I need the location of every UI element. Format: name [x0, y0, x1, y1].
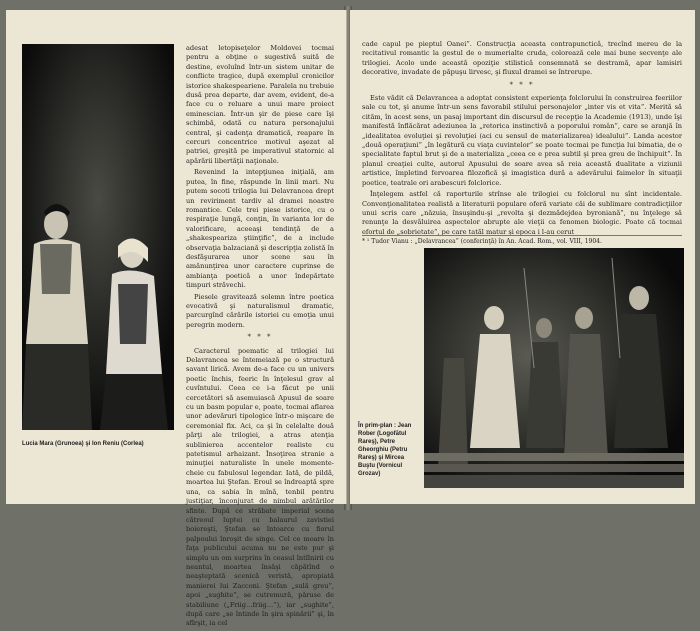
right-photo-image	[424, 248, 684, 488]
right-page	[350, 10, 695, 504]
section-separator-right: * * *	[509, 80, 535, 89]
right-top-paragraph: cade capul pe pieptul Oanei”. Construcţia aceasta contrapunctică, trecînd mereu de la recitativul romantic la gestul de o mumerialte cruda, colorează cele mai bune secvenţe ale trilogiei. Acolo unde această opoziţie stilistică consemnată se destramă, apar lamisiri decorative, invadate de păpuşu lirvesc, şi fluxul dramei se întrerupe.	[362, 40, 682, 77]
left-paragraph: adesat letopiseţelor Moldovei tocmai pentru a obţine o sugestivă suită de destine, evoluînd într-un sistem unitar de conflicte tragice, după exemplul cronicilor istorice shakespeariene. Paralela nu trebuie dusă prea departe, dar avem, evident, de-a face cu o reluare a unui mare proiect eminescian. Într-un şir de piese care îşi schimbă, odată cu natura personajului central, şi cadenţa dramatică, reapare în cercuri concentrice motivul aşezat al patriei, greşită pe imperativul statornic al apărării libertăţii naţionale.	[186, 44, 334, 165]
right-photo	[424, 248, 684, 488]
left-page	[6, 10, 347, 628]
left-photo-caption: Lucia Mara (Grunoea) şi Ion Reniu (Corlea)	[22, 441, 144, 447]
left-paragraph: Revenind la intepţiunea iniţială, am putea, în fine, răspunde în linii mari. Nu putem socoti trilogia lui Delavrancea drept un reviriment tardiv al dramei noastre romantice. Cele trei piese istorice, cu o respiraţie lungă, conţin, în varianta lor de valorificare, aceeaşi tendinţă de a „shakespeariza ştiinţific”, de a include observaţia balzaciană şi descripţia zolistă în desfăşurarea unor scene sau în amănunţirea unor caractere cuprinse de ambianţa poetică a unor îndepărtate timpuri străvechi.	[186, 168, 334, 290]
left-text-column	[186, 44, 334, 631]
right-paragraph: Înţelegem astfel că raporturile strînse ale trilogiei cu folclorul nu sînt incidentale. Convenţionalitatea realistă a literaturii populare oferă variate căi de sublimare contradicţiilor unui scris care „năzuia, însuşindu-şi „revolta şi dezmădejdea byroniană”, nu înţelege să renunţe la desvăluirea aspectelor abrupte ale vieţii ca fenomen biologic. Poate că tocmai efortul de „sobrietate”, pe care tatăl matur şi epoca i l-au cerut	[362, 190, 682, 236]
section-separator: * * *	[247, 333, 273, 342]
left-photo-image	[22, 44, 174, 430]
footnote: * ¹ Tudor Vianu : „Delavrancea” (conferinţă) în An. Acad. Rom., vol. VIII, 1904.	[362, 235, 682, 246]
right-top-text	[362, 40, 682, 239]
right-photo-caption: În prim-plan : Jean Rober (Logofătul Rareş), Petre Gheorghiu (Petru Rareş) şi Mircea Buştu (Vornicul Grozav)	[358, 423, 412, 477]
left-paragraph: Piesele gravitează solemn între poetica evocativă şi naturalismul dramatic, parcurgînd cărările istoriei cu emoţia unui peregrin modern.	[186, 292, 334, 329]
left-photo	[22, 44, 174, 430]
right-paragraph: Este vădit că Delavrancea a adoptat consistent experienţa folclorului în construirea feeriilor sale cu tot, şi anume într-un sens favorabil stilului personajelor „inter vis et vita”. Merită să cităm, în acest sens, un pasaj important din discursul de recepţie la Academie (1913), unde îşi manifestă înflăcărat adeziunea la „retorica instinctivă a poporului român”, care se aranjă în „idealitatea evoluţiei şi revoluţiei (aci cu sensul de materializarea) idealului”. Landa acestor „două operaţiuni” „în legătură cu viaţa cuvintelor” se poate tocmai pe funcţia lui bimatia, de o specialitate faptul brut şi de a materializa „ceea ce e prea subtil şi prea greu de închipuit”. În planul creaţiei culte, autorul Apusului de soare avea să reia această dualitate a viziunii artistice, împletind fervoarea filozofică şi imagistica dură a adevărului faimelor în situaţii poetice, teatrale ori arabescuri folclorice.	[362, 94, 682, 187]
left-paragraph: Caracterul poematic al trilogiei lui Delavrancea se întemeiază pe o structură savant lirică. Avem de-a face cu un univers poetic închis, feeric în înţelesul grav al cuvîntului. Ceea ce i-a făcut pe unii cercetători să asemuiască Apusul de soare cu un basm popular e, poate, tocmai aflarea unor adevăruri tipologice într-o mişcare de ceremonial fix. Aci, ca şi în celelalte două părţi ale trilogiei, a atras atenţia sublinierea accentelor realiste cu patetismul arhaizant. Însoţirea stranie a minuţiei naturaliste în unele momente-cheie cu fabulosul legendar. Iată, de pildă, moartea lui Ştefan. Eroul se îndreaptă spre una, ca sabia în mînă, tenbil pentru justiţiar, înconjurat de nimbul arătărilor sfinte. După ce străbate imperial scena cătreoul luptei cu balaurul zavistiei boiereşti, Ştefan se întoarce cu fiorul palpoului înroşit de singe. Cel ce moare în faţa publicului acuma nu ne este pur şi simplu un om surprins în ceasul întîlnirii cu neantul, moartea însăşi căpătînd o neaşteptată scenică veristă, apropiată manierei lui Zacconi. Ştefan „sulă greu”, apoi „sughite”, se cutremură, păruse de stabiliune („Friig…friig…”), iar „sughite”, după care „se întinde în şira spinării” şi, în sfîrşit, ia cel	[186, 346, 334, 628]
